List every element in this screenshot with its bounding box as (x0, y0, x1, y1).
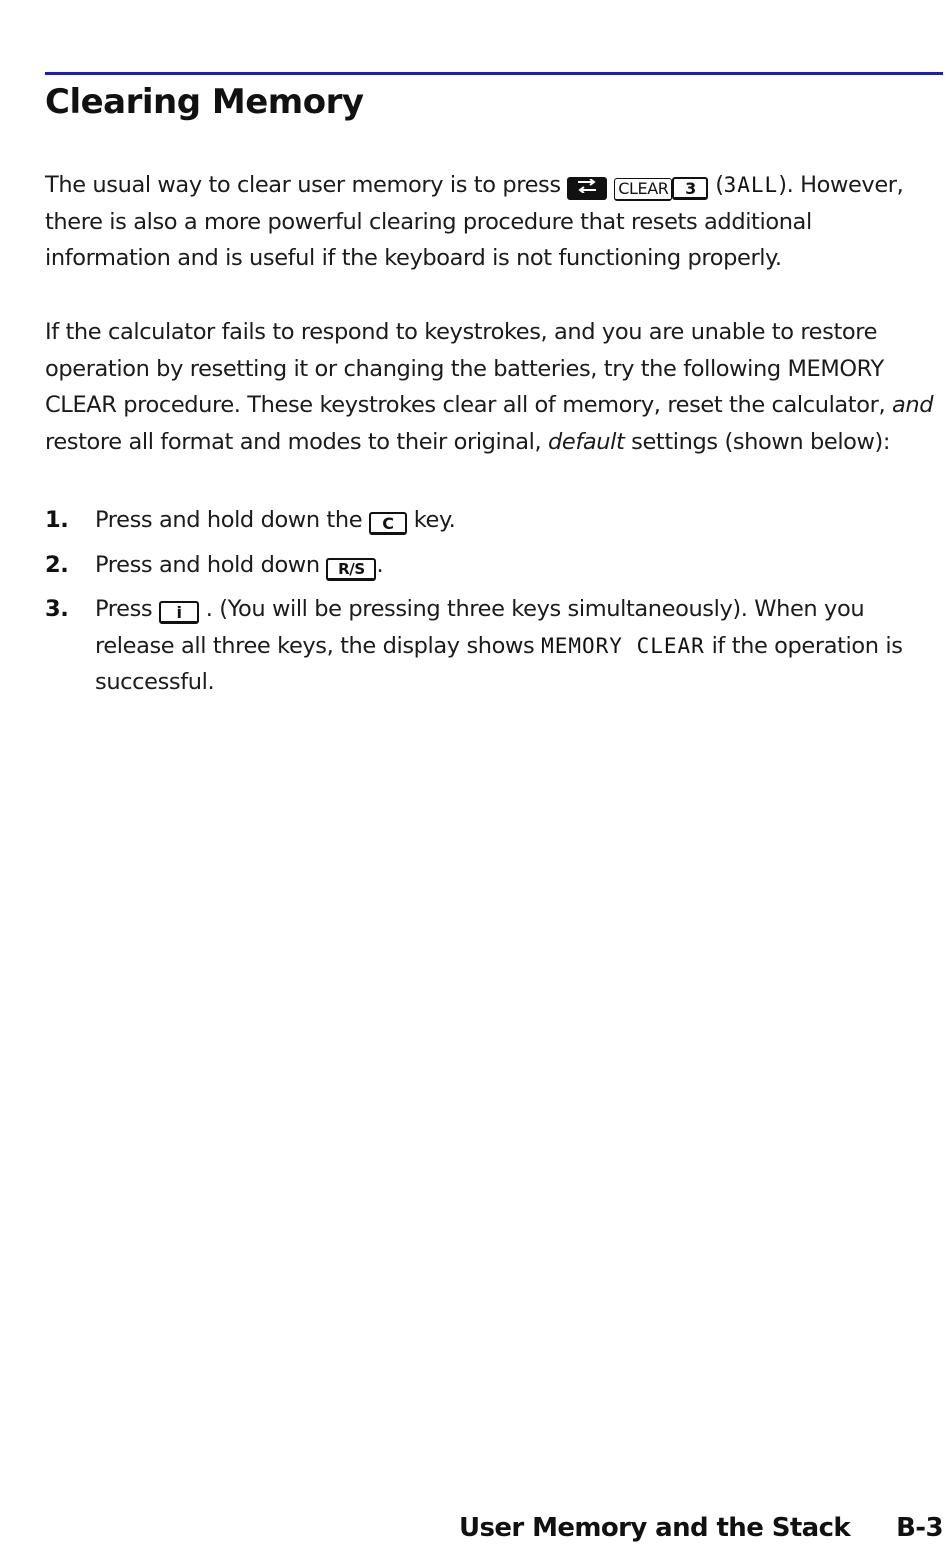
right-shift-key-icon (567, 177, 607, 200)
step-text: Press and hold down (95, 551, 320, 578)
intro-text-cont: ). However, there is also a more powerful clearing procedure that resets additional information and is useful if the keyboard is not functioning properly. (45, 172, 904, 271)
step-text-end: key. (413, 507, 456, 533)
step-text: Press and hold down the (95, 507, 363, 533)
step-text-end: . (376, 551, 384, 578)
list-item (45, 502, 945, 539)
step-number: 2. (45, 551, 69, 578)
intro-paragraph (45, 167, 940, 277)
list-item (45, 591, 945, 701)
procedure-text: If the calculator fails to respond to keystrokes, and you are unable to restore operation by resetting it or changing the batteries, try the following MEMORY CLEAR procedure. These keystrokes clear all of memory, reset the calculator, (45, 319, 886, 418)
intro-text: The usual way to clear user memory is to press (45, 172, 561, 198)
procedure-text-end: settings (shown below): (631, 428, 891, 455)
display-readout: MEMORY CLEAR (541, 633, 705, 658)
emphasis-default: default (548, 428, 625, 455)
step-number: 3. (45, 596, 69, 622)
step-text-end: if the operation is successful. (95, 632, 903, 695)
display-readout: 3ALL (723, 173, 779, 197)
rs-key-icon: R/S (326, 558, 376, 581)
clear-key-label: CLEAR (614, 178, 672, 201)
procedure-paragraph (45, 314, 940, 460)
step-number: 1. (45, 507, 69, 533)
key-3: 3 (672, 177, 708, 200)
page-footer (459, 1513, 943, 1543)
footer-section-title: User Memory and the Stack (458, 1513, 851, 1543)
procedure-text-cont: restore all format and modes to their original, (45, 428, 542, 455)
page-number: B-3 (896, 1513, 943, 1543)
step-text: Press (95, 596, 153, 622)
page-title: Clearing Memory (45, 82, 364, 122)
header-rule (45, 72, 943, 75)
open-paren: ( (715, 172, 724, 198)
i-key-icon: i (159, 601, 199, 624)
step-text-mid: . (You will be pressing three keys simultaneously). When you release all three keys, the display shows (95, 596, 865, 659)
c-key-icon: C (369, 512, 407, 535)
steps-list (45, 502, 945, 709)
list-item (45, 547, 945, 584)
emphasis-and: and (891, 392, 934, 418)
